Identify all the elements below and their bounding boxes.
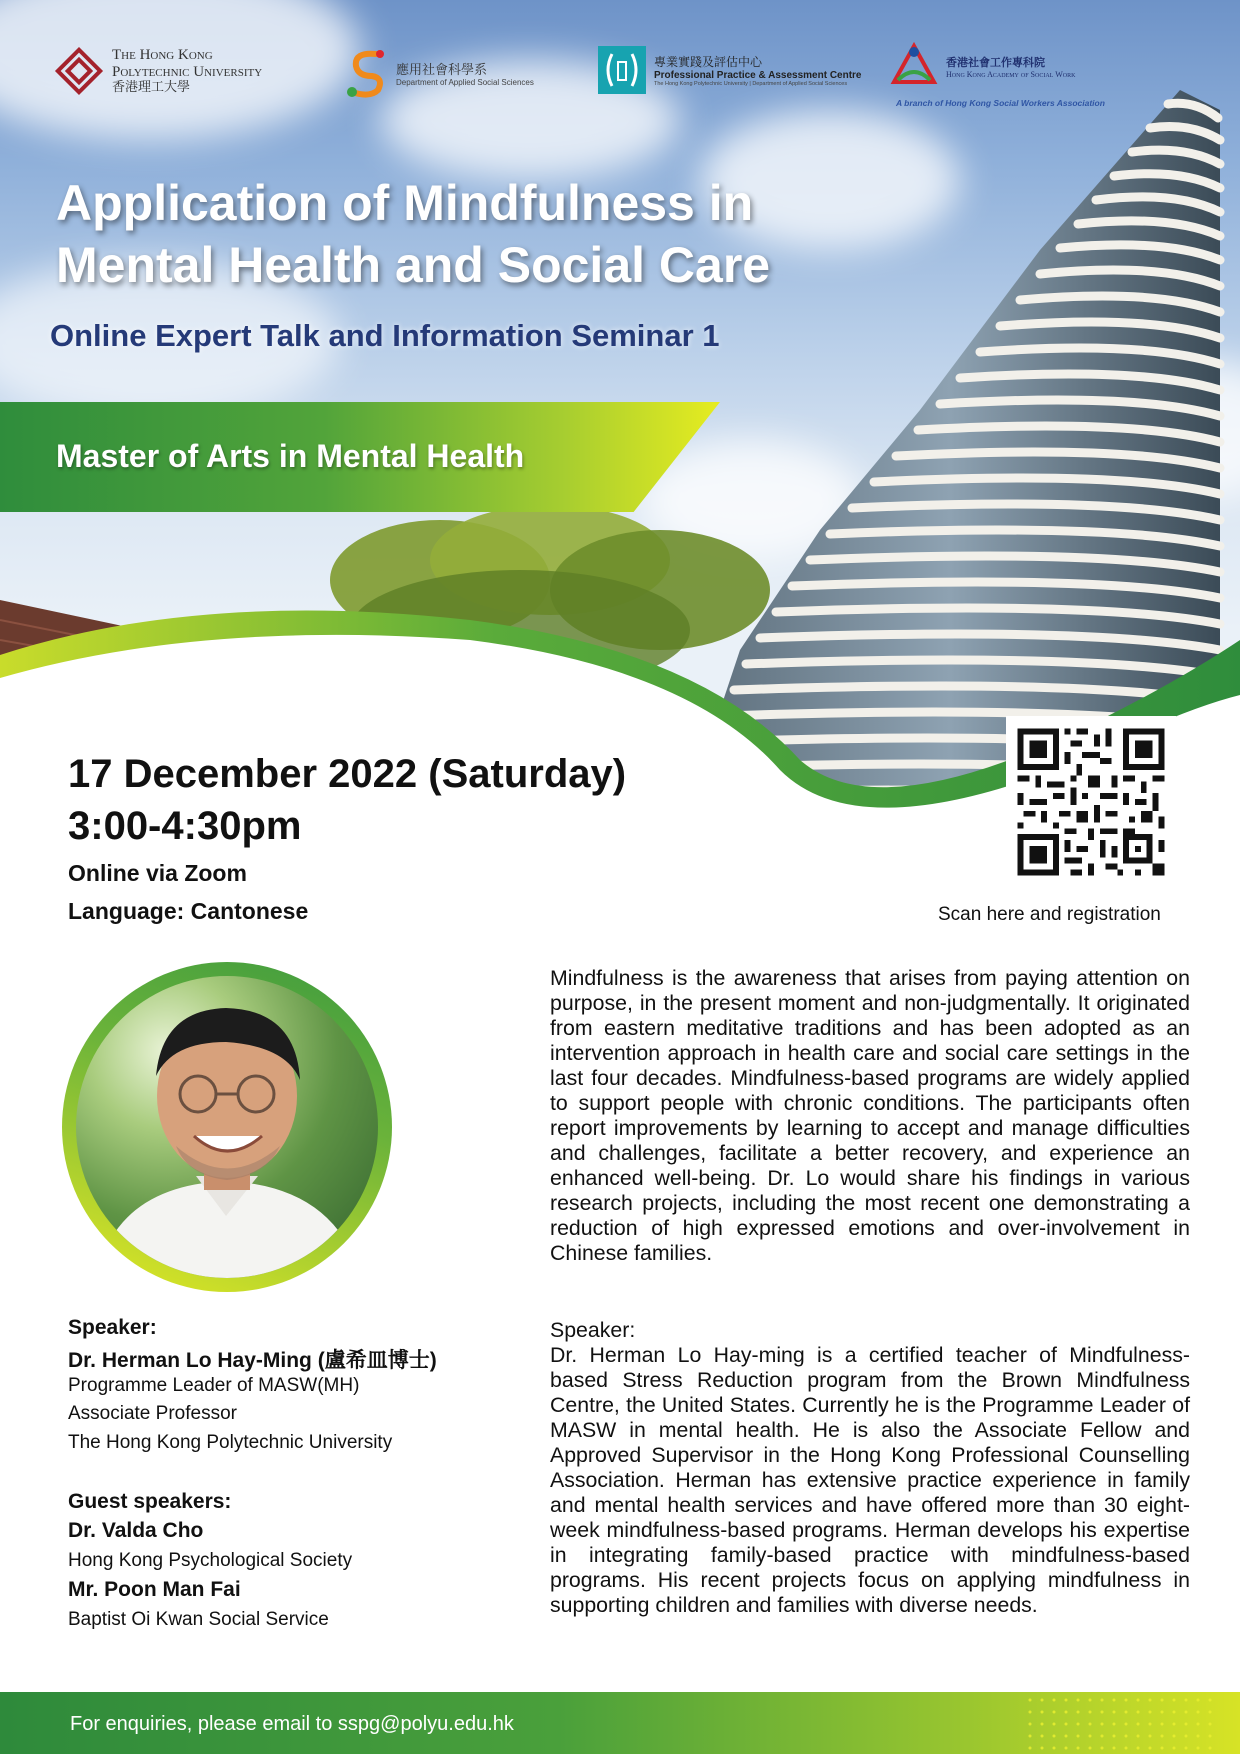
- hkasw-name-en: Hong Kong Academy of Social Work: [946, 69, 1076, 79]
- event-date: 17 December 2022 (Saturday): [68, 752, 627, 796]
- event-time: 3:00-4:30pm: [68, 804, 302, 848]
- guest-1-org: Hong Kong Psychological Society: [68, 1550, 353, 1571]
- enquiry-email-text[interactable]: For enquiries, please email to sspg@polyu.edu.hk: [70, 1713, 514, 1735]
- guest-2-org: Baptist Oi Kwan Social Service: [68, 1609, 329, 1630]
- guest-2-name: Mr. Poon Man Fai: [68, 1578, 241, 1601]
- ppac-name-en: Professional Practice & Assessment Centre: [654, 70, 862, 81]
- apss-logo[interactable]: [344, 46, 534, 100]
- polyu-emblem-icon: [54, 46, 104, 96]
- hkasw-emblem-icon: [890, 42, 938, 90]
- polyu-logo[interactable]: [54, 46, 262, 96]
- bio-heading: Speaker:: [550, 1318, 636, 1342]
- speaker-heading: Speaker:: [68, 1316, 157, 1339]
- event-title: [56, 172, 876, 296]
- apss-name-en: Department of Applied Social Sciences: [396, 78, 534, 87]
- ppac-emblem-icon: [598, 46, 646, 94]
- polyu-name-line1: The Hong Kong: [112, 47, 213, 64]
- polyu-name-line2: Polytechnic University: [112, 63, 263, 80]
- registration-qr-code[interactable]: [1006, 716, 1176, 888]
- hkasw-tagline: A branch of Hong Kong Social Workers Association: [896, 98, 1105, 108]
- speaker-photo: [76, 976, 378, 1278]
- ppac-logo[interactable]: [598, 46, 862, 94]
- speaker-name: Dr. Herman Lo Hay-Ming (盧希皿博士): [68, 1349, 437, 1372]
- speaker-role-3: The Hong Kong Polytechnic University: [68, 1432, 393, 1453]
- speaker-portrait-image: [76, 976, 378, 1278]
- guest-speakers-heading: Guest speakers:: [68, 1490, 232, 1513]
- programme-name: Master of Arts in Mental Health: [56, 438, 525, 474]
- event-title-line1: Application of Mindfulness in: [56, 175, 754, 231]
- event-language: Language: Cantonese: [68, 898, 309, 924]
- ppac-name-zh: 專業實踐及評估中心: [654, 55, 763, 69]
- apss-emblem-icon: [344, 46, 388, 100]
- hkasw-name-zh: 香港社會工作專科院: [946, 56, 1045, 69]
- event-title-line2: Mental Health and Social Care: [56, 237, 771, 293]
- ppac-sub: The Hong Kong Polytechnic University | Department of Applied Social Sciences: [654, 81, 848, 87]
- polyu-name-zh: 香港理工大學: [112, 79, 191, 95]
- speaker-role-2: Associate Professor: [68, 1403, 237, 1424]
- qr-code-icon: [1006, 716, 1176, 888]
- footer-dot-pattern: [1020, 1692, 1220, 1754]
- intro-paragraph: Mindfulness is the awareness that arises from paying attention on purpose, in the present moment and non-judgmentally. It originated from eastern meditative traditions and has been adopted as an intervention approach in health care and social care settings in the last four decades. Mindfulness-based programs are widely applied to support people with chronic conditions. The participants often report improvements by learning to accept and manage difficulties and challenges, facilitate a better recovery, and experience an enhanced well-being. Dr. Lo would share his findings in various research projects, including the most recent one demonstrating a reduction of high expressed emotions and over-involvement in Chinese families.: [550, 966, 1190, 1265]
- hkasw-logo[interactable]: [890, 42, 1075, 90]
- speaker-role-1: Programme Leader of MASW(MH): [68, 1375, 360, 1396]
- qr-caption: Scan here and registration: [938, 904, 1161, 925]
- guest-1-name: Dr. Valda Cho: [68, 1519, 204, 1542]
- event-mode: Online via Zoom: [68, 860, 247, 886]
- event-subtitle: Online Expert Talk and Information Seminar 1: [50, 318, 720, 353]
- apss-name-zh: 應用社會科學系: [396, 62, 488, 77]
- bio-paragraph: Dr. Herman Lo Hay-ming is a certified teacher of Mindfulness-based Stress Reduction program from the Brown Mindfulness Centre, the United States. Currently he is the Programme Leader of MASW in mental health. He is also the Associate Fellow and Approved Supervisor in the Hong Kong Professional Counselling Association. Herman has extensive practice experience in family and mental health services and have offered more than 30 eight-week mindfulness-based programs. Herman develops his expertise in integrating family-based practice with mindfulness-based programs. His recent projects focus on applying mindfulness in supporting children and families with diverse needs.: [550, 1343, 1190, 1617]
